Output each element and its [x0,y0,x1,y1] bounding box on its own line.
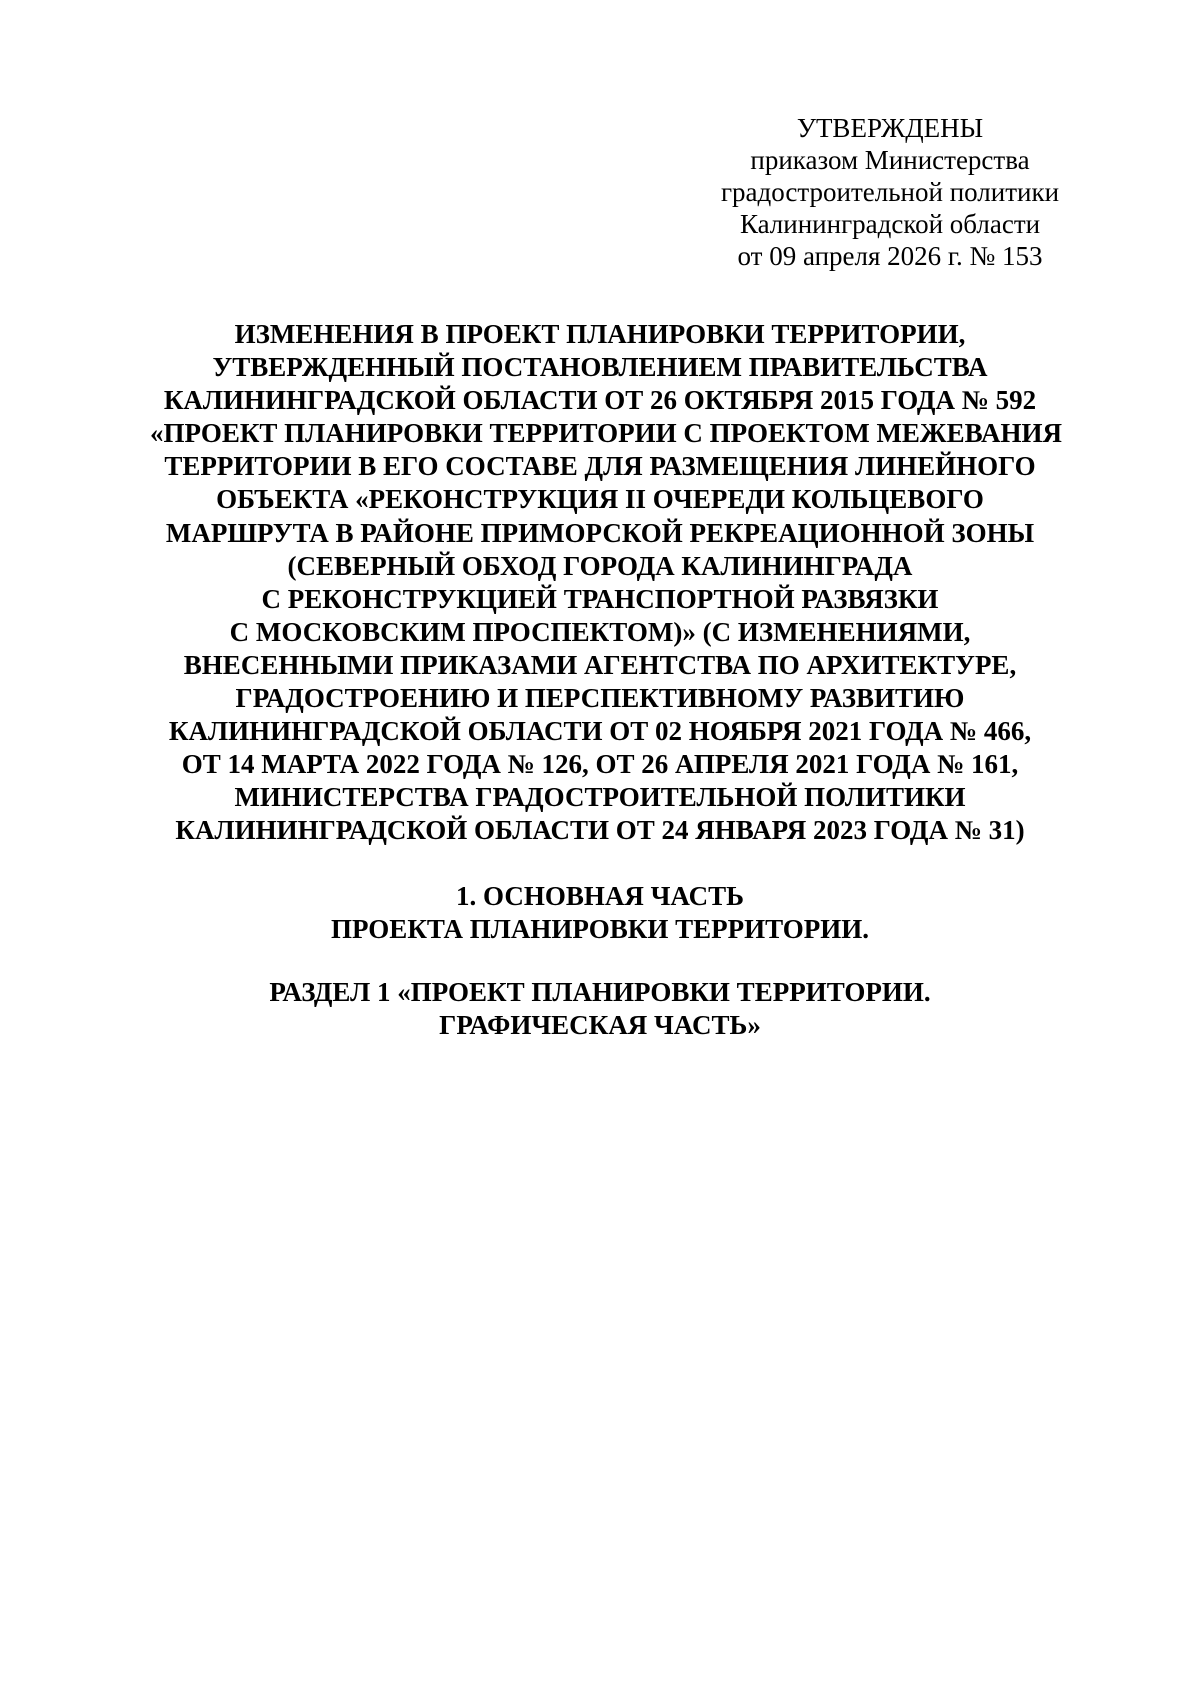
title-line: «ПРОЕКТ ПЛАНИРОВКИ ТЕРРИТОРИИ С ПРОЕКТОМ МЕЖЕВАНИЯ [150,418,1062,449]
approval-line: градостроительной политики [720,177,1060,207]
title-line: ВНЕСЕННЫМИ ПРИКАЗАМИ АГЕНТСТВА ПО АРХИТЕКТУРЕ, [183,649,1017,680]
title-line: КАЛИНИНГРАДСКОЙ ОБЛАСТИ ОТ 26 ОКТЯБРЯ 2015 ГОДА № 592 [163,385,1037,416]
title-line: УТВЕРЖДЕННЫЙ ПОСТАНОВЛЕНИЕМ ПРАВИТЕЛЬСТВА [212,352,988,383]
title-line: ИЗМЕНЕНИЯ В ПРОЕКТ ПЛАНИРОВКИ ТЕРРИТОРИИ, [234,319,966,349]
document-title [150,318,1062,848]
approval-line: приказом Министерства [750,145,1030,175]
section-heading-line: РАЗДЕЛ 1 «ПРОЕКТ ПЛАНИРОВКИ ТЕРРИТОРИИ. [269,977,931,1007]
approval-line: УТВЕРЖДЕНЫ [796,113,984,143]
section-heading-line: ПРОЕКТА ПЛАНИРОВКИ ТЕРРИТОРИИ. [330,914,870,944]
section-heading-line: 1. ОСНОВНАЯ ЧАСТЬ [456,881,744,911]
section-heading-razdel-1 [150,976,1050,1042]
title-line: КАЛИНИНГРАДСКОЙ ОБЛАСТИ ОТ 24 ЯНВАРЯ 2023 ГОДА № 31) [175,815,1025,846]
title-line: ОБЪЕКТА «РЕКОНСТРУКЦИЯ II ОЧЕРЕДИ КОЛЬЦЕВОГО [216,484,984,515]
title-line: С МОСКОВСКИМ ПРОСПЕКТОМ)» (С ИЗМЕНЕНИЯМИ, [229,616,971,647]
title-line: ТЕРРИТОРИИ В ЕГО СОСТАВЕ ДЛЯ РАЗМЕЩЕНИЯ ЛИНЕЙНОГО [164,451,1036,482]
title-line: МИНИСТЕРСТВА ГРАДОСТРОИТЕЛЬНОЙ ПОЛИТИКИ [234,782,966,813]
title-line: КАЛИНИНГРАДСКОЙ ОБЛАСТИ ОТ 02 НОЯБРЯ 2021 ГОДА № 466, [168,716,1032,747]
approval-line: от 09 апреля 2026 г. № 153 [737,241,1043,271]
title-line: ГРАДОСТРОЕНИЮ И ПЕРСПЕКТИВНОМУ РАЗВИТИЮ [235,683,965,714]
section-heading-line: ГРАФИЧЕСКАЯ ЧАСТЬ» [439,1010,761,1040]
title-line: С РЕКОНСТРУКЦИЕЙ ТРАНСПОРТНОЙ РАЗВЯЗКИ [261,583,939,614]
approval-stamp-block [700,112,1080,272]
title-line: МАРШРУТА В РАЙОНЕ ПРИМОРСКОЙ РЕКРЕАЦИОННОЙ ЗОНЫ [165,517,1035,548]
approval-line: Калининградской области [739,209,1041,239]
title-line: (СЕВЕРНЫЙ ОБХОД ГОРОДА КАЛИНИНГРАДА [287,550,913,581]
section-heading-main-part [150,880,1050,946]
title-line: ОТ 14 МАРТА 2022 ГОДА № 126, ОТ 26 АПРЕЛЯ 2021 ГОДА № 161, [181,749,1019,780]
